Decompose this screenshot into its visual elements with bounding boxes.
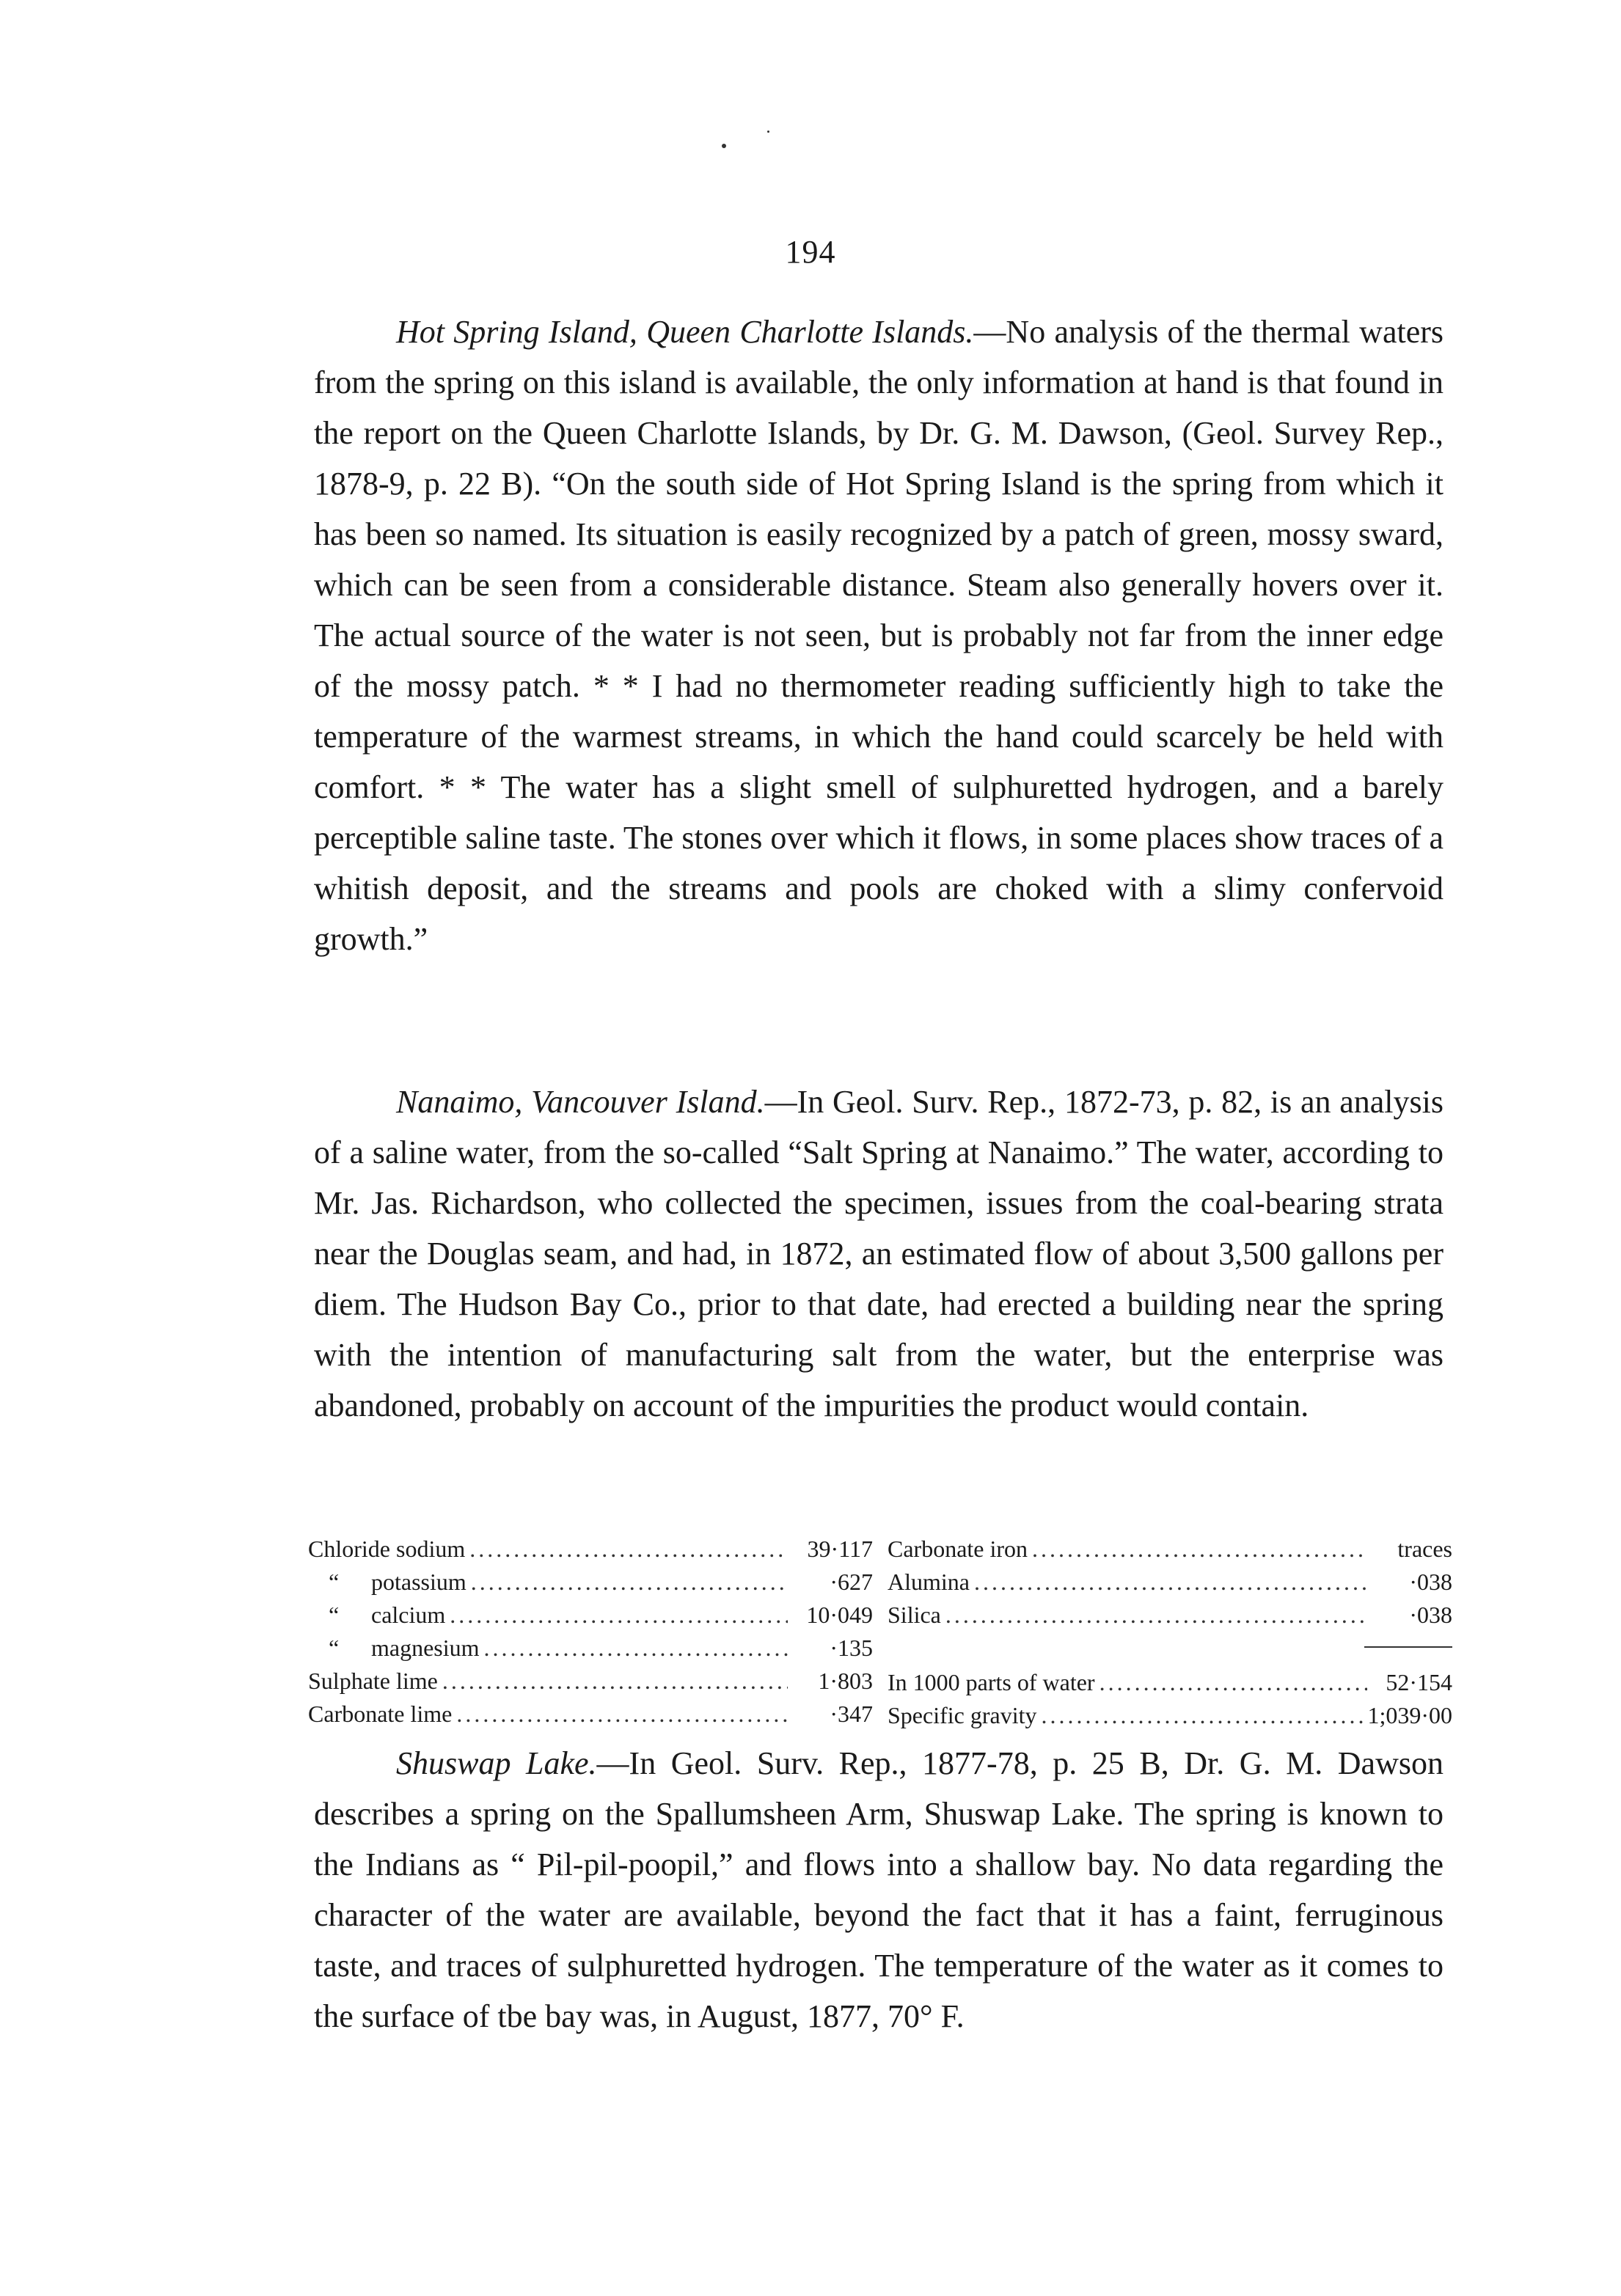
analysis-value: 1·803 [818, 1668, 873, 1694]
leader-dots [484, 1632, 788, 1665]
leader-dots [1099, 1666, 1367, 1699]
leader-dots [456, 1698, 788, 1731]
analysis-row [308, 1566, 873, 1599]
page-number: 194 [785, 234, 836, 270]
analysis-label: Specific gravity [888, 1702, 1037, 1728]
leader-dots [974, 1566, 1367, 1599]
analysis-row [308, 1533, 873, 1566]
paragraph [314, 1738, 1443, 2042]
analysis-row [888, 1699, 1452, 1732]
leader-dots [945, 1599, 1367, 1632]
analysis-label: “ calcium [308, 1599, 445, 1632]
analysis-row [888, 1666, 1452, 1699]
paragraph [314, 1077, 1443, 1431]
leader-dots [1041, 1699, 1363, 1732]
analysis-label: Carbonate iron [888, 1536, 1028, 1562]
section-hot-spring-island [314, 307, 1443, 964]
analysis-row [888, 1533, 1452, 1566]
paragraph-text: —In Geol. Surv. Rep., 1872-73, p. 82, is an analysis of a saline water, from the so-called “Salt Spring at Nanaimo.” The water, according to Mr. Jas. Richardson, who collected the specimen, issues from the coal-bearing strata near the Douglas seam, and had, in 1872, an estimated flow of about 3,500 gallons per diem. The Hudson Bay Co., prior to that date, had erected a building near the spring with the intention of manufacturing salt from the water, but the enterprise was abandoned, probably on account of the impurities the product would contain. [314, 1084, 1444, 1423]
analysis-row [308, 1632, 873, 1665]
section-heading: Shuswap Lake. [396, 1745, 597, 1781]
analysis-label: Chloride sodium [308, 1536, 466, 1562]
analysis-label: “ magnesium [308, 1632, 480, 1665]
ditto-mark: “ [329, 1602, 340, 1628]
analysis-label: Alumina [888, 1569, 970, 1595]
leader-dots [469, 1533, 788, 1566]
analysis-label: “ potassium [308, 1566, 466, 1599]
analysis-column-right [888, 1533, 1452, 1732]
analysis-row [308, 1599, 873, 1632]
leader-dots [1032, 1533, 1367, 1566]
section-heading: Nanaimo, [396, 1084, 523, 1120]
section-shuswap-lake [314, 1738, 1443, 2042]
analysis-row [888, 1599, 1452, 1632]
analysis-value: ·038 [1409, 1602, 1452, 1628]
section-heading: Queen Charlotte Islands. [646, 314, 974, 350]
analysis-label: Carbonate lime [308, 1701, 453, 1727]
analysis-value: 10·049 [806, 1602, 873, 1628]
analysis-value: 1;039·00 [1367, 1702, 1452, 1728]
analysis-value: traces [1397, 1536, 1452, 1562]
analysis-value: 39·117 [807, 1536, 873, 1562]
paragraph-text: —In Geol. Surv. Rep., 1877-78, p. 25 B, Dr. G. M. Dawson describes a spring on the Spallumsheen Arm, Shuswap Lake. The spring is known to the Indians as “ Pil-pil-poopil,” and flows into a shallow bay. No data regarding the character of the water are available, beyond the fact that it has a faint, ferruginous taste, and traces of sulphuretted hydrogen. The temperature of the water as it comes to the surface of tbe bay was, in August, 1877, 70° F. [314, 1745, 1443, 2034]
analysis-row [308, 1698, 873, 1731]
analysis-value: ·135 [830, 1635, 873, 1661]
section-heading: Hot Spring Island, [396, 314, 637, 350]
total-rule [1364, 1646, 1452, 1666]
leader-dots [471, 1566, 788, 1599]
ditto-mark: “ [329, 1635, 340, 1661]
analysis-column-left [308, 1533, 873, 1731]
ditto-mark: “ [329, 1569, 340, 1595]
analysis-label: Silica [888, 1602, 941, 1628]
analysis-value: ·347 [830, 1701, 873, 1727]
leader-dots [442, 1665, 788, 1698]
analysis-label: In 1000 parts of water [888, 1669, 1095, 1695]
analysis-value: ·038 [1409, 1569, 1452, 1595]
analysis-row [308, 1665, 873, 1698]
leader-dots [450, 1599, 788, 1632]
paragraph-text: —No analysis of the thermal waters from the spring on this island is available, the only information at hand is that found in the report on the Queen Charlotte Islands, by Dr. G. M. Dawson, (Geol. Survey Rep., 1878-9, p. 22 B). “On the south side of Hot Spring Island is the spring from which it has been so named. Its situation is easily recognized by a patch of green, mossy sward, which can be seen from a considerable distance. Steam also generally hovers over it. The actual source of the water is not seen, but is probably not far from the inner edge of the mossy patch. * * I had no thermometer reading sufficiently high to take the temperature of the warmest streams, in which the hand could scarcely be held with comfort. * * The water has a slight smell of sulphuretted hydrogen, and a barely perceptible saline taste. The stones over which it flows, in some places show traces of a whitish deposit, and the streams and pools are choked with a slimy confervoid growth.” [314, 314, 1443, 957]
paragraph [314, 307, 1443, 964]
print-speck [722, 144, 726, 148]
print-speck [767, 131, 769, 133]
analysis-label: Sulphate lime [308, 1668, 438, 1694]
section-nanaimo [314, 1077, 1443, 1431]
analysis-value: ·627 [830, 1569, 873, 1595]
section-heading: Vancouver Island. [531, 1084, 765, 1120]
analysis-value: 52·154 [1386, 1669, 1452, 1695]
analysis-row [888, 1566, 1452, 1599]
